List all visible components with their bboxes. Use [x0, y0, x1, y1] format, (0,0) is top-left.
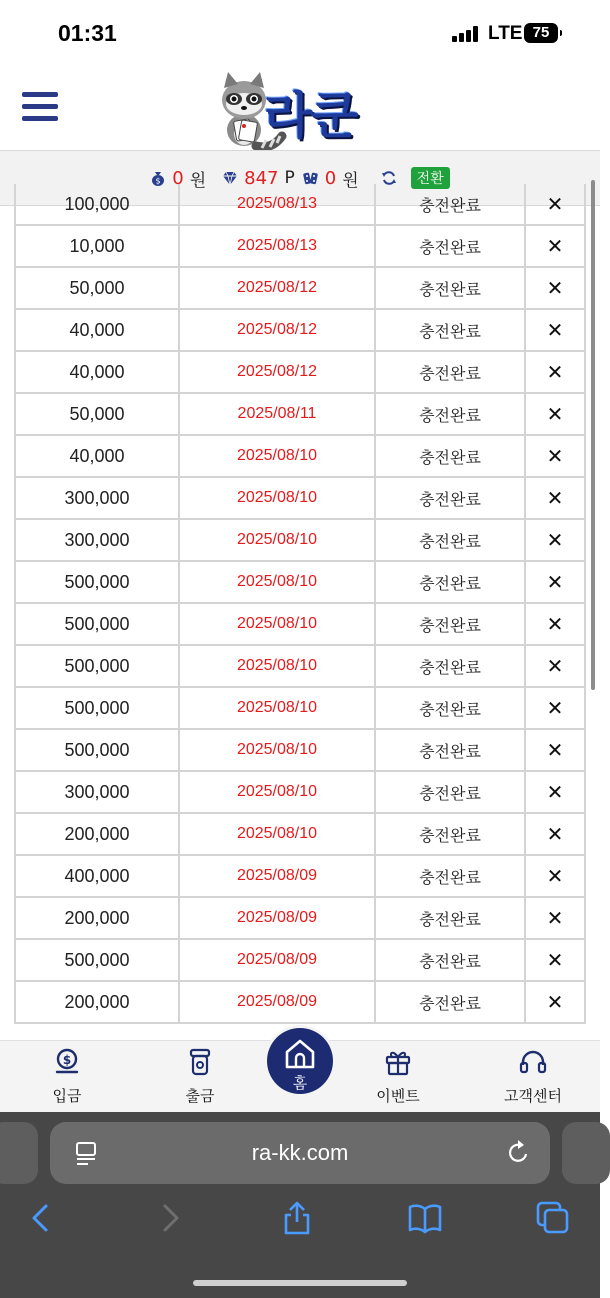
nav-event[interactable] — [348, 1047, 448, 1106]
nav-home-label: 홈 — [292, 1074, 308, 1092]
table-row — [14, 814, 586, 856]
table-row — [14, 856, 586, 898]
nav-support-label: 고객센터 — [504, 1087, 562, 1105]
amount-cell: 40,000 — [14, 436, 180, 476]
nav-home[interactable] — [267, 1028, 333, 1094]
delete-button[interactable]: ✕ — [526, 520, 586, 560]
date-cell: 2025/08/12 — [180, 268, 376, 308]
status-cell: 충전완료 — [376, 814, 526, 854]
home-icon — [283, 1038, 317, 1070]
status-cell: 충전완료 — [376, 982, 526, 1022]
table-row — [14, 436, 586, 478]
amount-cell: 500,000 — [14, 688, 180, 728]
table-row — [14, 898, 586, 940]
delete-button[interactable]: ✕ — [526, 436, 586, 476]
table-row — [14, 604, 586, 646]
delete-button[interactable]: ✕ — [526, 814, 586, 854]
table-row — [14, 982, 586, 1024]
date-cell: 2025/08/10 — [180, 646, 376, 686]
clock: 01:31 — [58, 20, 117, 46]
withdraw-icon — [185, 1047, 215, 1077]
delete-button[interactable]: ✕ — [526, 898, 586, 938]
nav-withdraw-label: 출금 — [185, 1087, 215, 1105]
delete-button[interactable]: ✕ — [526, 478, 586, 518]
delete-button[interactable]: ✕ — [526, 646, 586, 686]
nav-deposit-label: 입금 — [52, 1087, 82, 1105]
forward-icon[interactable] — [153, 1200, 189, 1236]
status-cell: 충전완료 — [376, 604, 526, 644]
date-cell: 2025/08/10 — [180, 814, 376, 854]
amount-cell: 40,000 — [14, 310, 180, 350]
network-label: LTE — [488, 23, 523, 44]
scrollbar[interactable] — [591, 180, 595, 690]
deposit-history-table — [14, 192, 586, 1032]
amount-cell: 300,000 — [14, 520, 180, 560]
amount-cell: 50,000 — [14, 394, 180, 434]
delete-button[interactable]: ✕ — [526, 856, 586, 896]
date-cell: 2025/08/09 — [180, 856, 376, 896]
status-cell: 충전완료 — [376, 226, 526, 266]
table-row — [14, 688, 586, 730]
back-icon[interactable] — [22, 1200, 58, 1236]
table-row — [14, 940, 586, 982]
delete-button[interactable]: ✕ — [526, 982, 586, 1022]
amount-cell: 200,000 — [14, 814, 180, 854]
nav-support[interactable] — [483, 1047, 583, 1106]
status-cell: 충전완료 — [376, 646, 526, 686]
amount-cell: 300,000 — [14, 478, 180, 518]
date-cell: 2025/08/12 — [180, 310, 376, 350]
amount-cell: 500,000 — [14, 940, 180, 980]
home-indicator[interactable] — [193, 1280, 407, 1286]
points-unit: P — [284, 168, 295, 188]
url-text: ra-kk.com — [251, 1140, 349, 1165]
delete-button[interactable]: ✕ — [526, 562, 586, 602]
battery-icon: 75 — [524, 23, 558, 43]
status-cell: 충전완료 — [376, 268, 526, 308]
status-cell: 충전완료 — [376, 478, 526, 518]
svg-text:$: $ — [155, 176, 161, 186]
deposit-icon — [52, 1047, 82, 1077]
status-cell: 충전완료 — [376, 898, 526, 938]
date-cell: 2025/08/13 — [180, 184, 376, 224]
amount-cell: 500,000 — [14, 562, 180, 602]
amount-cell: 200,000 — [14, 982, 180, 1022]
amount-cell: 500,000 — [14, 730, 180, 770]
convert-button[interactable]: 전환 — [411, 167, 450, 189]
tabs-icon[interactable] — [535, 1200, 571, 1236]
amount-cell: 500,000 — [14, 604, 180, 644]
logo-wordmark: 라쿤 — [264, 87, 357, 145]
chips-balance: 0 — [324, 167, 337, 189]
delete-button[interactable]: ✕ — [526, 352, 586, 392]
date-cell: 2025/08/09 — [180, 898, 376, 938]
svg-text:$: $ — [62, 1053, 72, 1067]
delete-button[interactable]: ✕ — [526, 730, 586, 770]
table-row — [14, 478, 586, 520]
date-cell: 2025/08/10 — [180, 730, 376, 770]
delete-button[interactable]: ✕ — [526, 940, 586, 980]
status-cell: 충전완료 — [376, 772, 526, 812]
reload-icon[interactable] — [506, 1138, 532, 1166]
chips-unit: 원 — [342, 170, 359, 191]
previous-tab-preview[interactable] — [0, 1122, 38, 1184]
status-cell: 충전완료 — [376, 184, 526, 224]
date-cell: 2025/08/10 — [180, 436, 376, 476]
site-header — [0, 64, 600, 150]
table-row — [14, 646, 586, 688]
date-cell: 2025/08/10 — [180, 562, 376, 602]
delete-button[interactable]: ✕ — [526, 310, 586, 350]
date-cell: 2025/08/11 — [180, 394, 376, 434]
status-cell: 충전완료 — [376, 394, 526, 434]
table-row — [14, 394, 586, 436]
date-cell: 2025/08/09 — [180, 982, 376, 1022]
date-cell: 2025/08/10 — [180, 520, 376, 560]
status-cell: 충전완료 — [376, 310, 526, 350]
site-logo[interactable] — [214, 68, 386, 148]
amount-cell: 100,000 — [14, 184, 180, 224]
table-body — [14, 184, 586, 1024]
money-unit: 원 — [189, 170, 207, 191]
share-icon[interactable] — [279, 1200, 315, 1236]
table-row-partial — [14, 184, 586, 226]
date-cell: 2025/08/13 — [180, 226, 376, 266]
delete-button[interactable]: ✕ — [526, 394, 586, 434]
status-cell: 충전완료 — [376, 520, 526, 560]
table-row — [14, 520, 586, 562]
delete-button[interactable]: ✕ — [526, 772, 586, 812]
status-cell: 충전완료 — [376, 856, 526, 896]
next-tab-preview[interactable] — [562, 1122, 610, 1184]
delete-button[interactable]: ✕ — [526, 604, 586, 644]
status-cell: 충전완료 — [376, 562, 526, 602]
delete-button[interactable]: ✕ — [526, 184, 586, 224]
status-cell: 충전완료 — [376, 940, 526, 980]
table-row — [14, 352, 586, 394]
table-row — [14, 226, 586, 268]
table-row — [14, 268, 586, 310]
points-balance: 847 — [244, 167, 279, 189]
status-cell: 충전완료 — [376, 730, 526, 770]
delete-button[interactable]: ✕ — [526, 688, 586, 728]
delete-button[interactable]: ✕ — [526, 268, 586, 308]
signal-icon — [452, 26, 480, 42]
table-row — [14, 310, 586, 352]
amount-cell: 50,000 — [14, 268, 180, 308]
amount-cell: 40,000 — [14, 352, 180, 392]
gift-icon — [383, 1047, 413, 1077]
nav-event-label: 이벤트 — [376, 1087, 420, 1105]
amount-cell: 200,000 — [14, 898, 180, 938]
date-cell: 2025/08/10 — [180, 604, 376, 644]
bookmarks-icon[interactable] — [407, 1200, 443, 1236]
amount-cell: 10,000 — [14, 226, 180, 266]
nav-withdraw[interactable] — [150, 1047, 250, 1106]
browser-toolbar — [0, 1112, 600, 1298]
delete-button[interactable]: ✕ — [526, 226, 586, 266]
amount-cell: 500,000 — [14, 646, 180, 686]
table-row — [14, 772, 586, 814]
status-bar — [0, 0, 600, 64]
date-cell: 2025/08/10 — [180, 772, 376, 812]
date-cell: 2025/08/10 — [180, 478, 376, 518]
status-cell: 충전완료 — [376, 436, 526, 476]
date-cell: 2025/08/09 — [180, 940, 376, 980]
table-row — [14, 562, 586, 604]
status-cell: 충전완료 — [376, 688, 526, 728]
money-balance: 0 — [172, 167, 184, 189]
amount-cell: 300,000 — [14, 772, 180, 812]
menu-icon[interactable] — [22, 92, 58, 122]
date-cell: 2025/08/12 — [180, 352, 376, 392]
table-row — [14, 730, 586, 772]
headset-icon — [518, 1047, 548, 1077]
amount-cell: 400,000 — [14, 856, 180, 896]
date-cell: 2025/08/10 — [180, 688, 376, 728]
address-bar[interactable] — [50, 1122, 550, 1184]
status-cell: 충전완료 — [376, 352, 526, 392]
nav-deposit[interactable] — [17, 1047, 117, 1106]
